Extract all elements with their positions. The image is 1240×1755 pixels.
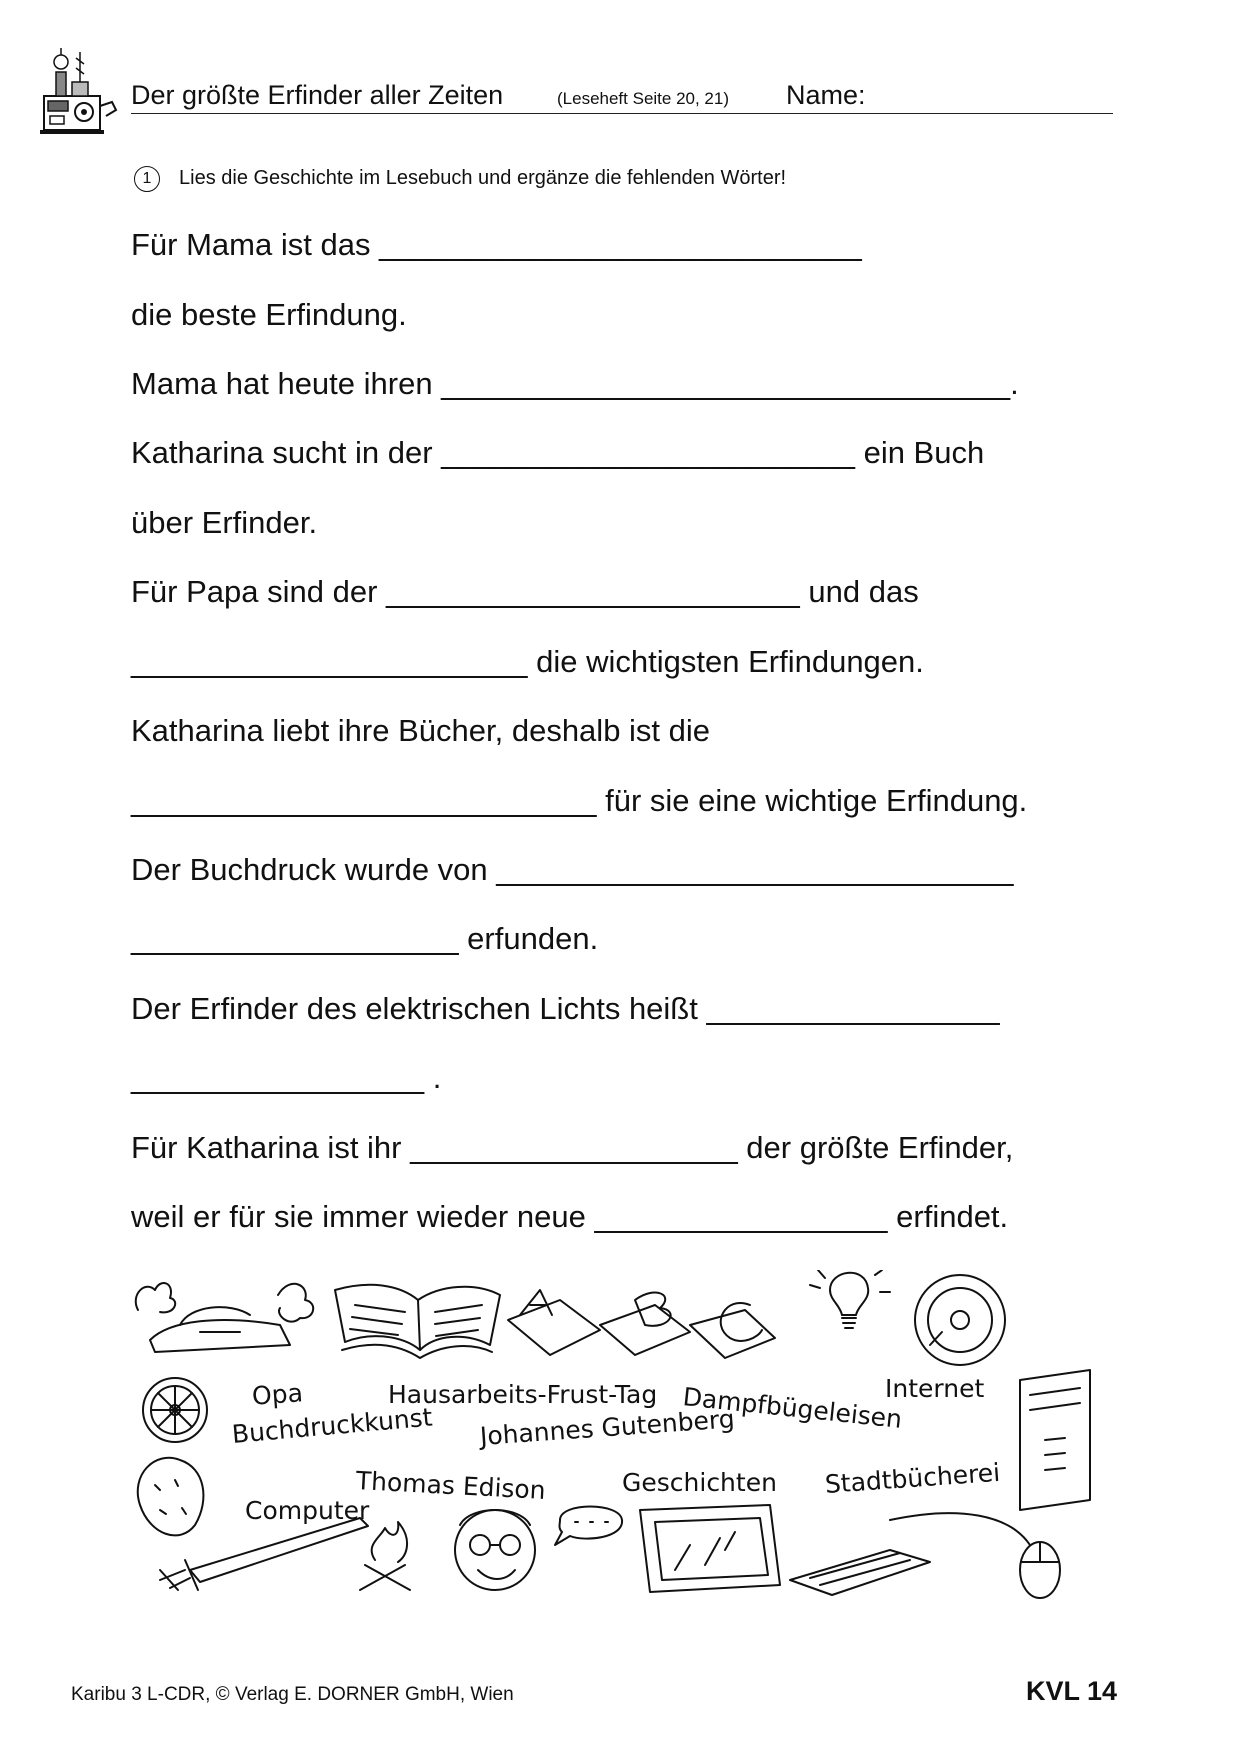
word-bank-item: Geschichten: [622, 1468, 777, 1497]
speech-bubble-icon: [555, 1507, 622, 1546]
name-label: Name:: [786, 80, 866, 110]
word-bank-item: Hausarbeits-Frust-Tag: [388, 1380, 658, 1409]
computer-mouse-icon: [1020, 1542, 1060, 1598]
campfire-icon: [360, 1522, 410, 1590]
sentence-line[interactable]: ___________________ erfunden.: [131, 921, 599, 956]
word-bank-item: Computer: [245, 1496, 370, 1525]
sentence-line[interactable]: Mama hat heute ihren _________________________________.: [131, 366, 1019, 401]
compact-disc-icon: [915, 1275, 1005, 1365]
word-bank-item: Stadtbücherei: [823, 1457, 1001, 1499]
sentence-line: Katharina liebt ihre Bücher, deshalb ist die: [131, 713, 711, 748]
grandpa-face-icon: [455, 1510, 535, 1590]
page-title: Der größte Erfinder aller Zeiten: [131, 80, 504, 110]
letter-blocks-icon: [508, 1290, 775, 1358]
task-instruction: Lies die Geschichte im Lesebuch und ergänze die fehlenden Wörter!: [179, 167, 787, 189]
sentence-line[interactable]: Für Katharina ist ihr ___________________ der größte Erfinder,: [131, 1130, 1014, 1165]
inventor-machine-icon: [36, 46, 122, 138]
word-bank-item: Buchdruckkunst: [230, 1402, 434, 1449]
sentence-line[interactable]: _________________ .: [131, 1060, 442, 1095]
name-field[interactable]: [870, 113, 1112, 114]
sentence-line[interactable]: ___________________________ für sie eine wichtige Erfindung.: [131, 783, 1028, 818]
light-bulb-icon: [810, 1270, 890, 1328]
sentence-line[interactable]: Der Buchdruck wurde von ______________________________: [131, 852, 1014, 887]
open-book-icon: [335, 1285, 500, 1358]
wheel-icon: [143, 1378, 207, 1442]
computer-tower-icon: [1020, 1370, 1090, 1510]
stone-icon: [138, 1458, 204, 1536]
word-bank-item: Internet: [885, 1374, 985, 1403]
sentence-line[interactable]: Für Papa sind der ________________________ und das: [131, 574, 919, 609]
word-bank-illustration: [130, 1270, 1110, 1605]
footer-copyright: Karibu 3 L-CDR, © Verlag E. DORNER GmbH, Wien: [71, 1684, 514, 1705]
word-bank-item: Johannes Gutenberg: [478, 1404, 736, 1451]
sentence-line[interactable]: Katharina sucht in der ________________________ ein Buch: [131, 435, 985, 470]
footer-page-code: KVL 14: [1026, 1676, 1118, 1706]
word-bank-item: Opa: [251, 1378, 304, 1411]
sentence-line[interactable]: Der Erfinder des elektrischen Lichts heißt _________________: [131, 991, 1000, 1026]
sentence-line: über Erfinder.: [131, 505, 318, 540]
page-subtitle: (Leseheft Seite 20, 21): [557, 89, 730, 108]
sentence-line[interactable]: Für Mama ist das ____________________________: [131, 227, 862, 262]
sentence-line[interactable]: weil er für sie immer wieder neue _________________ erfindet.: [131, 1199, 1009, 1234]
task-number-badge: 1: [134, 166, 160, 192]
keyboard-icon: [790, 1513, 1030, 1595]
steam-iron-icon: [136, 1283, 313, 1352]
word-bank-item: Thomas Edison: [355, 1466, 547, 1505]
word-bank-item: Dampfbügeleisen: [681, 1382, 904, 1434]
sentence-line: die beste Erfindung.: [131, 297, 407, 332]
sentence-line[interactable]: _______________________ die wichtigsten Erfindungen.: [131, 644, 924, 679]
monitor-icon: [640, 1505, 780, 1592]
